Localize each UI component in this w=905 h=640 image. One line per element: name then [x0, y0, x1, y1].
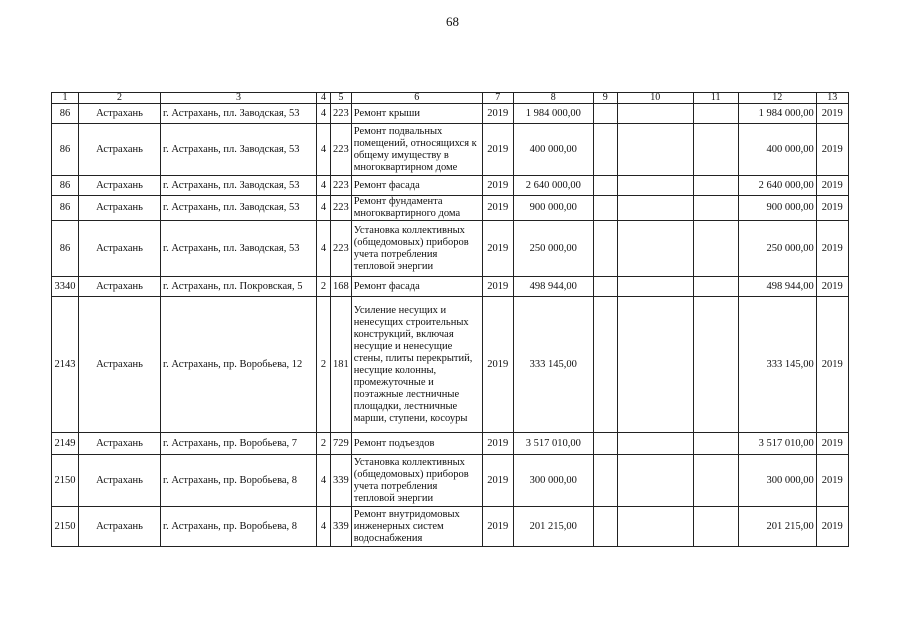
col9-cell [593, 455, 617, 507]
row-id-cell: 86 [52, 221, 79, 277]
total-cell: 900 000,00 [738, 196, 816, 221]
area-cell: 181 [331, 297, 352, 433]
area-cell: 223 [331, 124, 352, 176]
column-header: 13 [816, 93, 848, 104]
amount-cell: 900 000,00 [513, 196, 593, 221]
year-cell: 2019 [482, 455, 513, 507]
area-cell: 168 [331, 277, 352, 297]
work-type-cell: Усиление несущих и ненесущих строительных конструкций, включая несущие и ненесущие стены, плиты перекрытий, несущие колонны, промежуточные и поэтажные лестничные площадки, лестничные марши, ступени, косоуры [351, 297, 482, 433]
column-header: 11 [693, 93, 738, 104]
floors-cell: 4 [317, 176, 331, 196]
area-cell: 223 [331, 196, 352, 221]
table-row [52, 297, 849, 433]
area-cell: 339 [331, 507, 352, 547]
column-header: 5 [331, 93, 352, 104]
col9-cell [593, 124, 617, 176]
floors-cell: 4 [317, 455, 331, 507]
end-year-cell: 2019 [816, 277, 848, 297]
column-header: 4 [317, 93, 331, 104]
city-cell: Астрахань [79, 221, 161, 277]
works-table [51, 92, 849, 547]
table-row [52, 176, 849, 196]
col9-cell [593, 176, 617, 196]
city-cell: Астрахань [79, 124, 161, 176]
col9-cell [593, 277, 617, 297]
year-cell: 2019 [482, 221, 513, 277]
header-row [52, 93, 849, 104]
address-cell: г. Астрахань, пр. Воробьева, 8 [161, 507, 317, 547]
address-cell: г. Астрахань, пр. Воробьева, 7 [161, 433, 317, 455]
col10-cell [617, 196, 693, 221]
total-cell: 498 944,00 [738, 277, 816, 297]
column-header: 12 [738, 93, 816, 104]
col9-cell [593, 433, 617, 455]
city-cell: Астрахань [79, 176, 161, 196]
col9-cell [593, 221, 617, 277]
city-cell: Астрахань [79, 196, 161, 221]
col11-cell [693, 221, 738, 277]
work-type-cell: Ремонт фасада [351, 277, 482, 297]
col11-cell [693, 196, 738, 221]
city-cell: Астрахань [79, 433, 161, 455]
column-header: 3 [161, 93, 317, 104]
floors-cell: 4 [317, 196, 331, 221]
end-year-cell: 2019 [816, 104, 848, 124]
table-body [52, 104, 849, 547]
address-cell: г. Астрахань, пл. Заводская, 53 [161, 221, 317, 277]
year-cell: 2019 [482, 124, 513, 176]
work-type-cell: Установка коллективных (общедомовых) приборов учета потребления тепловой энергии [351, 455, 482, 507]
col10-cell [617, 176, 693, 196]
end-year-cell: 2019 [816, 455, 848, 507]
amount-cell: 201 215,00 [513, 507, 593, 547]
table-row [52, 277, 849, 297]
column-header: 8 [513, 93, 593, 104]
city-cell: Астрахань [79, 297, 161, 433]
amount-cell: 498 944,00 [513, 277, 593, 297]
total-cell: 300 000,00 [738, 455, 816, 507]
city-cell: Астрахань [79, 507, 161, 547]
year-cell: 2019 [482, 507, 513, 547]
table-row [52, 221, 849, 277]
end-year-cell: 2019 [816, 433, 848, 455]
work-type-cell: Ремонт подвальных помещений, относящихся к общему имуществу в многоквартирном доме [351, 124, 482, 176]
area-cell: 339 [331, 455, 352, 507]
city-cell: Астрахань [79, 104, 161, 124]
table-row [52, 507, 849, 547]
amount-cell: 333 145,00 [513, 297, 593, 433]
column-header: 10 [617, 93, 693, 104]
floors-cell: 4 [317, 221, 331, 277]
work-type-cell: Ремонт фундамента многоквартирного дома [351, 196, 482, 221]
row-id-cell: 86 [52, 176, 79, 196]
row-id-cell: 86 [52, 196, 79, 221]
end-year-cell: 2019 [816, 124, 848, 176]
address-cell: г. Астрахань, пр. Воробьева, 8 [161, 455, 317, 507]
col10-cell [617, 277, 693, 297]
col11-cell [693, 104, 738, 124]
row-id-cell: 86 [52, 124, 79, 176]
page-number: 68 [446, 14, 459, 29]
end-year-cell: 2019 [816, 221, 848, 277]
column-header: 1 [52, 93, 79, 104]
table-row [52, 196, 849, 221]
area-cell: 223 [331, 176, 352, 196]
total-cell: 333 145,00 [738, 297, 816, 433]
col9-cell [593, 104, 617, 124]
col10-cell [617, 104, 693, 124]
address-cell: г. Астрахань, пл. Заводская, 53 [161, 176, 317, 196]
column-header: 2 [79, 93, 161, 104]
col10-cell [617, 433, 693, 455]
col11-cell [693, 277, 738, 297]
floors-cell: 2 [317, 433, 331, 455]
address-cell: г. Астрахань, пл. Заводская, 53 [161, 124, 317, 176]
total-cell: 2 640 000,00 [738, 176, 816, 196]
floors-cell: 4 [317, 124, 331, 176]
year-cell: 2019 [482, 196, 513, 221]
end-year-cell: 2019 [816, 176, 848, 196]
column-header: 7 [482, 93, 513, 104]
year-cell: 2019 [482, 104, 513, 124]
amount-cell: 250 000,00 [513, 221, 593, 277]
row-id-cell: 2150 [52, 507, 79, 547]
column-header: 6 [351, 93, 482, 104]
work-type-cell: Установка коллективных (общедомовых) приборов учета потребления тепловой энергии [351, 221, 482, 277]
amount-cell: 1 984 000,00 [513, 104, 593, 124]
col10-cell [617, 455, 693, 507]
end-year-cell: 2019 [816, 297, 848, 433]
floors-cell: 4 [317, 507, 331, 547]
col11-cell [693, 433, 738, 455]
total-cell: 400 000,00 [738, 124, 816, 176]
col9-cell [593, 507, 617, 547]
city-cell: Астрахань [79, 455, 161, 507]
area-cell: 729 [331, 433, 352, 455]
total-cell: 3 517 010,00 [738, 433, 816, 455]
work-type-cell: Ремонт фасада [351, 176, 482, 196]
total-cell: 250 000,00 [738, 221, 816, 277]
end-year-cell: 2019 [816, 196, 848, 221]
amount-cell: 3 517 010,00 [513, 433, 593, 455]
col11-cell [693, 297, 738, 433]
floors-cell: 4 [317, 104, 331, 124]
year-cell: 2019 [482, 297, 513, 433]
work-type-cell: Ремонт внутридомовых инженерных систем водоснабжения [351, 507, 482, 547]
address-cell: г. Астрахань, пл. Покровская, 5 [161, 277, 317, 297]
row-id-cell: 2143 [52, 297, 79, 433]
table-row [52, 104, 849, 124]
table-row [52, 433, 849, 455]
end-year-cell: 2019 [816, 507, 848, 547]
address-cell: г. Астрахань, пл. Заводская, 53 [161, 104, 317, 124]
year-cell: 2019 [482, 277, 513, 297]
amount-cell: 400 000,00 [513, 124, 593, 176]
work-type-cell: Ремонт крыши [351, 104, 482, 124]
col11-cell [693, 507, 738, 547]
amount-cell: 2 640 000,00 [513, 176, 593, 196]
col10-cell [617, 297, 693, 433]
area-cell: 223 [331, 221, 352, 277]
area-cell: 223 [331, 104, 352, 124]
total-cell: 201 215,00 [738, 507, 816, 547]
col9-cell [593, 196, 617, 221]
floors-cell: 2 [317, 277, 331, 297]
year-cell: 2019 [482, 433, 513, 455]
address-cell: г. Астрахань, пл. Заводская, 53 [161, 196, 317, 221]
column-header: 9 [593, 93, 617, 104]
year-cell: 2019 [482, 176, 513, 196]
col10-cell [617, 221, 693, 277]
col11-cell [693, 455, 738, 507]
row-id-cell: 2150 [52, 455, 79, 507]
table-row [52, 455, 849, 507]
row-id-cell: 3340 [52, 277, 79, 297]
floors-cell: 2 [317, 297, 331, 433]
col11-cell [693, 176, 738, 196]
total-cell: 1 984 000,00 [738, 104, 816, 124]
col9-cell [593, 297, 617, 433]
work-type-cell: Ремонт подъездов [351, 433, 482, 455]
amount-cell: 300 000,00 [513, 455, 593, 507]
city-cell: Астрахань [79, 277, 161, 297]
address-cell: г. Астрахань, пр. Воробьева, 12 [161, 297, 317, 433]
col10-cell [617, 124, 693, 176]
row-id-cell: 2149 [52, 433, 79, 455]
table-row [52, 124, 849, 176]
col10-cell [617, 507, 693, 547]
col11-cell [693, 124, 738, 176]
row-id-cell: 86 [52, 104, 79, 124]
